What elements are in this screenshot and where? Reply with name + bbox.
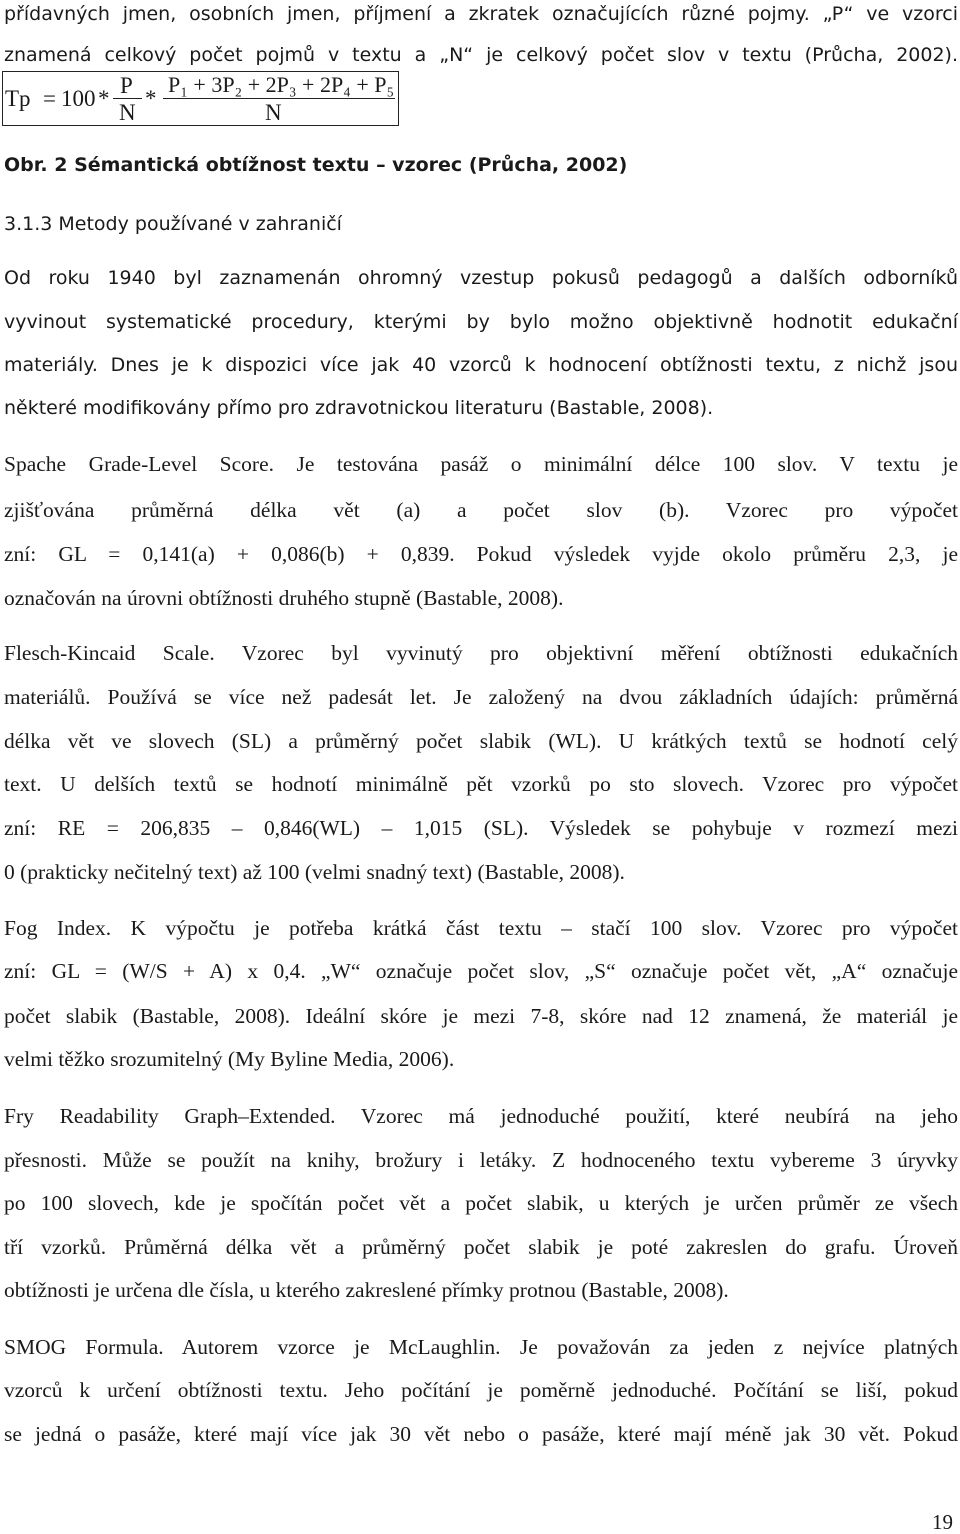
formula-fraction-numerator: P: [120, 73, 133, 98]
paragraph-line: SMOG Formula. Autorem vzorce je McLaughlin. Je považován za jeden z nejvíce platných: [4, 1335, 958, 1359]
paragraph-line: po 100 slovech, kde je spočítán počet vět a počet slabik, u kterých je určen průměr ze všech: [4, 1191, 958, 1215]
formula-fraction-numerator: P₁ + 3P₂ + 2P₃ + 2P₄ + P₅: [168, 72, 395, 97]
formula-equals: =: [43, 86, 56, 111]
paragraph-line: Flesch-Kincaid Scale. Vzorec byl vyvinutý pro objektivní měření obtížnosti edukačních: [4, 641, 958, 665]
paragraph-line: vyvinout systematické procedury, kterými by bylo možno objektivně hodnotit edukační: [4, 311, 958, 333]
paragraph-line: vzorců k určení obtížnosti textu. Jeho počítání je poměrně jednoduché. Počítání se liší, pokud: [4, 1378, 958, 1402]
paragraph-line: Fog Index. K výpočtu je potřeba krátká část textu – stačí 100 slov. Vzorec pro výpočet: [4, 916, 958, 940]
paragraph-line: materiály. Dnes je k dispozici více jak 40 vzorců k hodnocení obtížnosti textu, z nichž jsou: [4, 354, 958, 376]
formula-box: [2, 71, 399, 126]
paragraph-line: zní: GL = (W/S + A) x 0,4. „W“ označuje počet slov, „S“ označuje počet vět, „A“ označuje: [4, 959, 958, 983]
section-heading: 3.1.3 Metody používané v zahraničí: [4, 213, 342, 235]
paragraph-line: 0 (prakticky nečitelný text) až 100 (velmi snadný text) (Bastable, 2008).: [4, 860, 625, 884]
figure-caption: Obr. 2 Sémantická obtížnost textu – vzorec (Průcha, 2002): [4, 154, 628, 176]
paragraph-line: zní: GL = 0,141(a) + 0,086(b) + 0,839. Pokud výsledek vyjde okolo průměru 2,3, je: [4, 542, 958, 566]
fraction-bar: [113, 98, 142, 99]
paragraph-line: Fry Readability Graph–Extended. Vzorec má jednoduché použití, které neubírá na jeho: [4, 1104, 958, 1128]
paragraph-line: Od roku 1940 byl zaznamenán ohromný vzestup pokusů pedagogů a dalších odborníků: [4, 267, 958, 289]
paragraph-line: zjišťována průměrná délka vět (a) a počet slov (b). Vzorec pro výpočet: [4, 498, 958, 522]
paragraph-line: materiálů. Používá se více než padesát let. Je založený na dvou základních údajích: průměrná: [4, 685, 958, 709]
paragraph-line: obtížnosti je určena dle čísla, u kterého zakreslené přímky protnou (Bastable, 2008).: [4, 1278, 729, 1302]
paragraph-line: zní: RE = 206,835 – 0,846(WL) – 1,015 (SL). Výsledek se pohybuje v rozmezí mezi: [4, 816, 958, 840]
paragraph-line: přesnosti. Může se použít na knihy, brožury i letáky. Z hodnoceného textu vybereme 3 úryvky: [4, 1148, 958, 1172]
formula-lhs: Tp: [5, 86, 31, 111]
formula-times: *: [145, 86, 157, 111]
paragraph-line: Spache Grade-Level Score. Je testována pasáž o minimální délce 100 slov. V textu je: [4, 452, 958, 476]
paragraph-line: velmi těžko srozumitelný (My Byline Media, 2006).: [4, 1047, 455, 1071]
paragraph-line: délka vět ve slovech (SL) a průměrný počet slabik (WL). U krátkých textů se hodnotí celý: [4, 729, 958, 753]
paragraph-line: text. U delších textů se hodnotí minimálně pět vzorků po sto slovech. Vzorec pro výpočet: [4, 772, 958, 796]
paragraph-line: počet slabik (Bastable, 2008). Ideální skóre je mezi 7-8, skóre nad 12 znamená, že materiál je: [4, 1004, 958, 1028]
formula-factor: 100: [61, 86, 96, 111]
formula-times: *: [98, 86, 110, 111]
formula-fraction-denominator: N: [119, 100, 136, 125]
paragraph-line: tří vzorků. Průměrná délka vět a průměrný počet slabik je poté zakreslen do grafu. Úroveň: [4, 1235, 958, 1259]
intro-line: přídavných jmen, osobních jmen, příjmení a zkratek označujících různé pojmy. „P“ ve vzorci: [4, 3, 958, 25]
formula-fraction-denominator: N: [265, 100, 282, 125]
page-number: 19: [932, 1510, 953, 1534]
paragraph-line: označován na úrovni obtížnosti druhého stupně (Bastable, 2008).: [4, 586, 564, 610]
paragraph-line: některé modifikovány přímo pro zdravotnickou literaturu (Bastable, 2008).: [4, 397, 714, 419]
paragraph-line: se jedná o pasáže, které mají více jak 30 vět nebo o pasáže, které mají méně jak 30 vět. Pokud: [4, 1422, 958, 1446]
intro-line: znamená celkový počet pojmů v textu a „N“ je celkový počet slov v textu (Průcha, 2002).: [4, 44, 958, 66]
fraction-bar: [163, 98, 395, 99]
